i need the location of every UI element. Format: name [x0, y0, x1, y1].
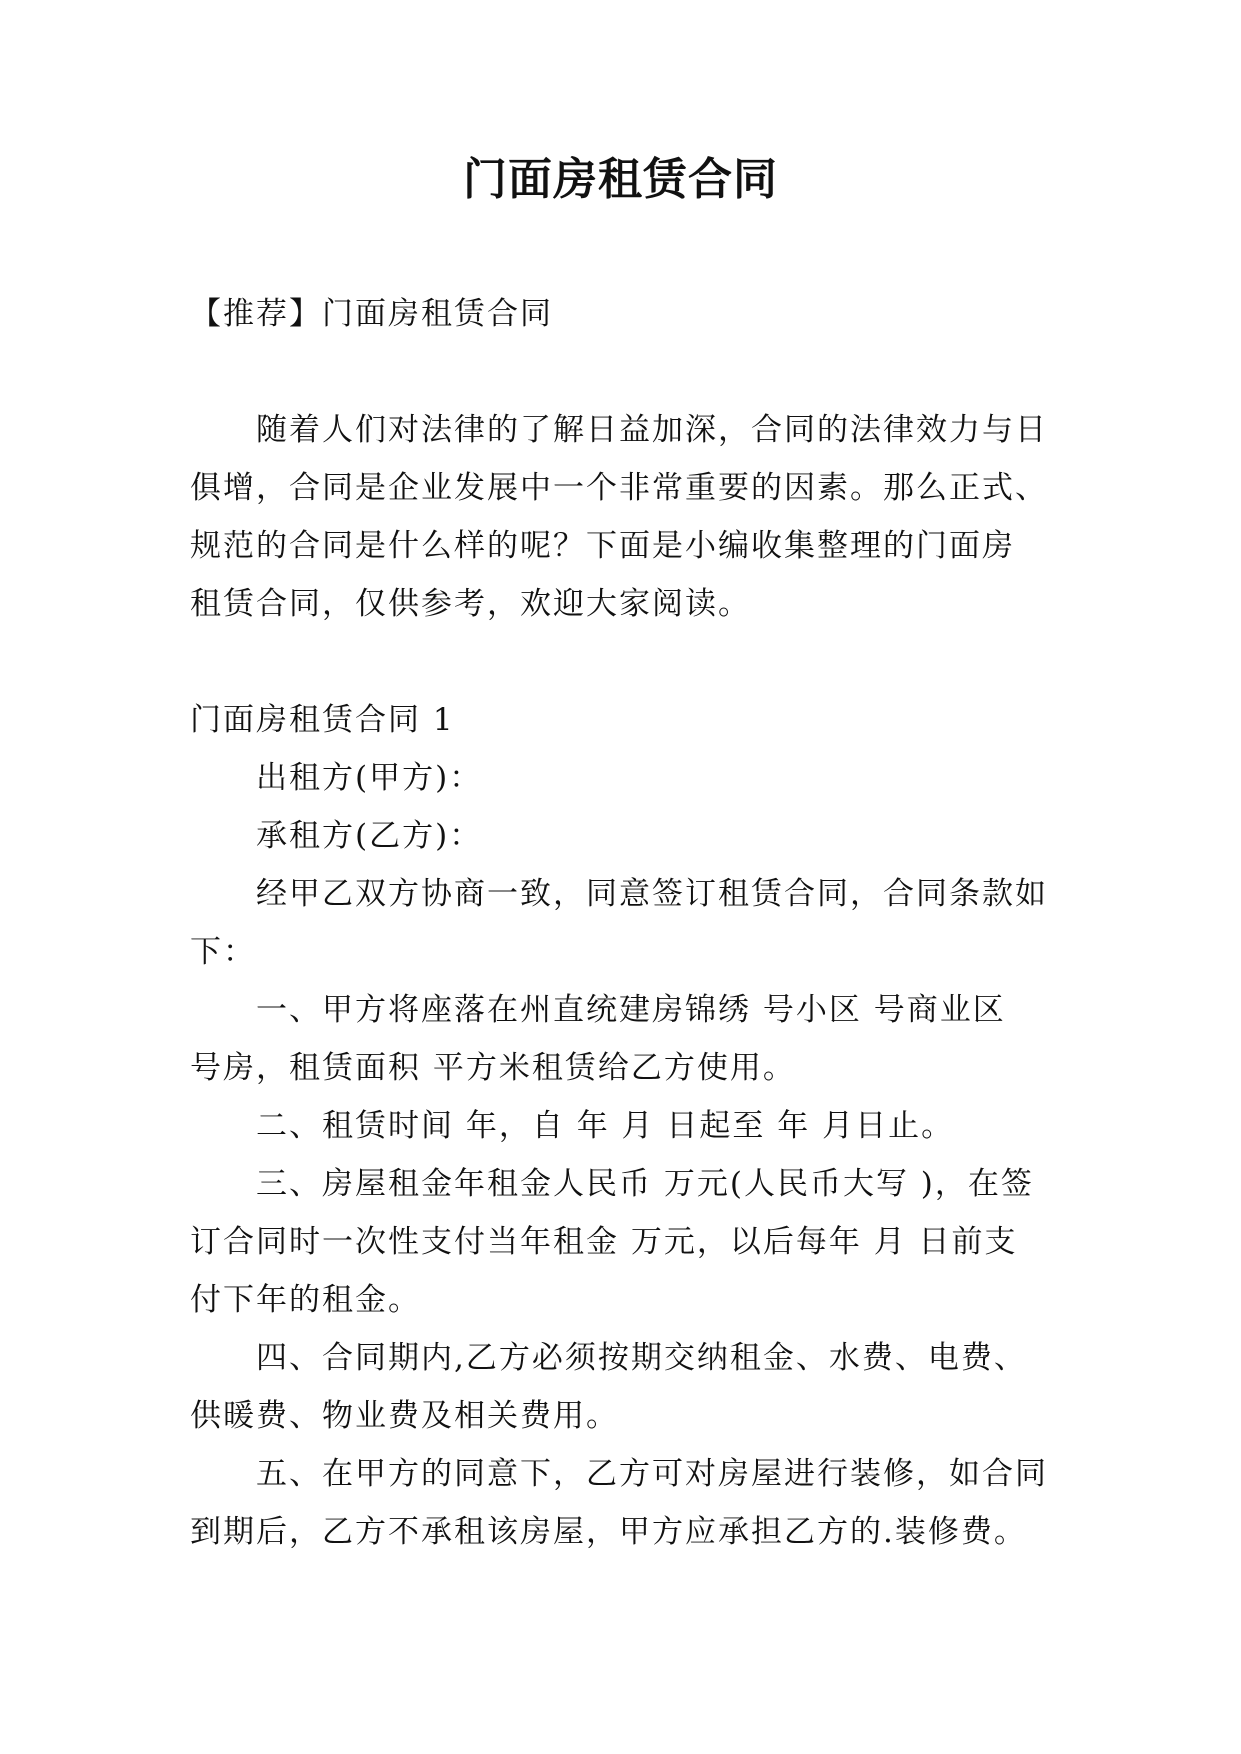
clause-5-line: 五、在甲方的同意下，乙方可对房屋进行装修，如合同: [256, 1456, 1048, 1492]
clause-1-line: 一、甲方将座落在州直统建房锦绣 号小区 号商业区: [256, 992, 1006, 1028]
recommend-line: 【推荐】门面房租赁合同: [190, 296, 553, 332]
contract-heading: 门面房租赁合同 1: [190, 702, 455, 738]
intro-line: 租赁合同，仅供参考，欢迎大家阅读。: [190, 586, 751, 622]
intro-line: 俱增，合同是企业发展中一个非常重要的因素。那么正式、: [190, 470, 1048, 506]
lessor-label: 出租方(甲方)：: [256, 760, 483, 796]
lessee-label: 承租方(乙方)：: [256, 818, 483, 854]
clause-4-line: 供暖费、物业费及相关费用。: [190, 1398, 619, 1434]
intro-line: 规范的合同是什么样的呢？下面是小编收集整理的门面房: [190, 528, 1015, 564]
clause-3-line: 付下年的租金。: [190, 1282, 421, 1318]
clause-2-line: 二、租赁时间 年，自 年 月 日起至 年 月日止。: [256, 1108, 955, 1144]
clause-3-line: 订合同时一次性支付当年租金 万元，以后每年 月 日前支: [190, 1224, 1018, 1260]
clause-4-line: 四、合同期内,乙方必须按期交纳租金、水费、电费、: [256, 1340, 1027, 1376]
intro-line: 随着人们对法律的了解日益加深，合同的法律效力与日: [256, 412, 1048, 448]
clause-5-line: 到期后，乙方不承租该房屋，甲方应承担乙方的.装修费。: [190, 1514, 1027, 1550]
document-title: 门面房租赁合同: [463, 154, 778, 205]
clause-1-line: 号房，租赁面积 平方米租赁给乙方使用。: [190, 1050, 796, 1086]
clause-3-line: 三、房屋租金年租金人民币 万元(人民币大写 )，在签: [256, 1166, 1034, 1202]
agreement-line: 下：: [190, 934, 256, 970]
agreement-line: 经甲乙双方协商一致，同意签订租赁合同，合同条款如: [256, 876, 1048, 912]
